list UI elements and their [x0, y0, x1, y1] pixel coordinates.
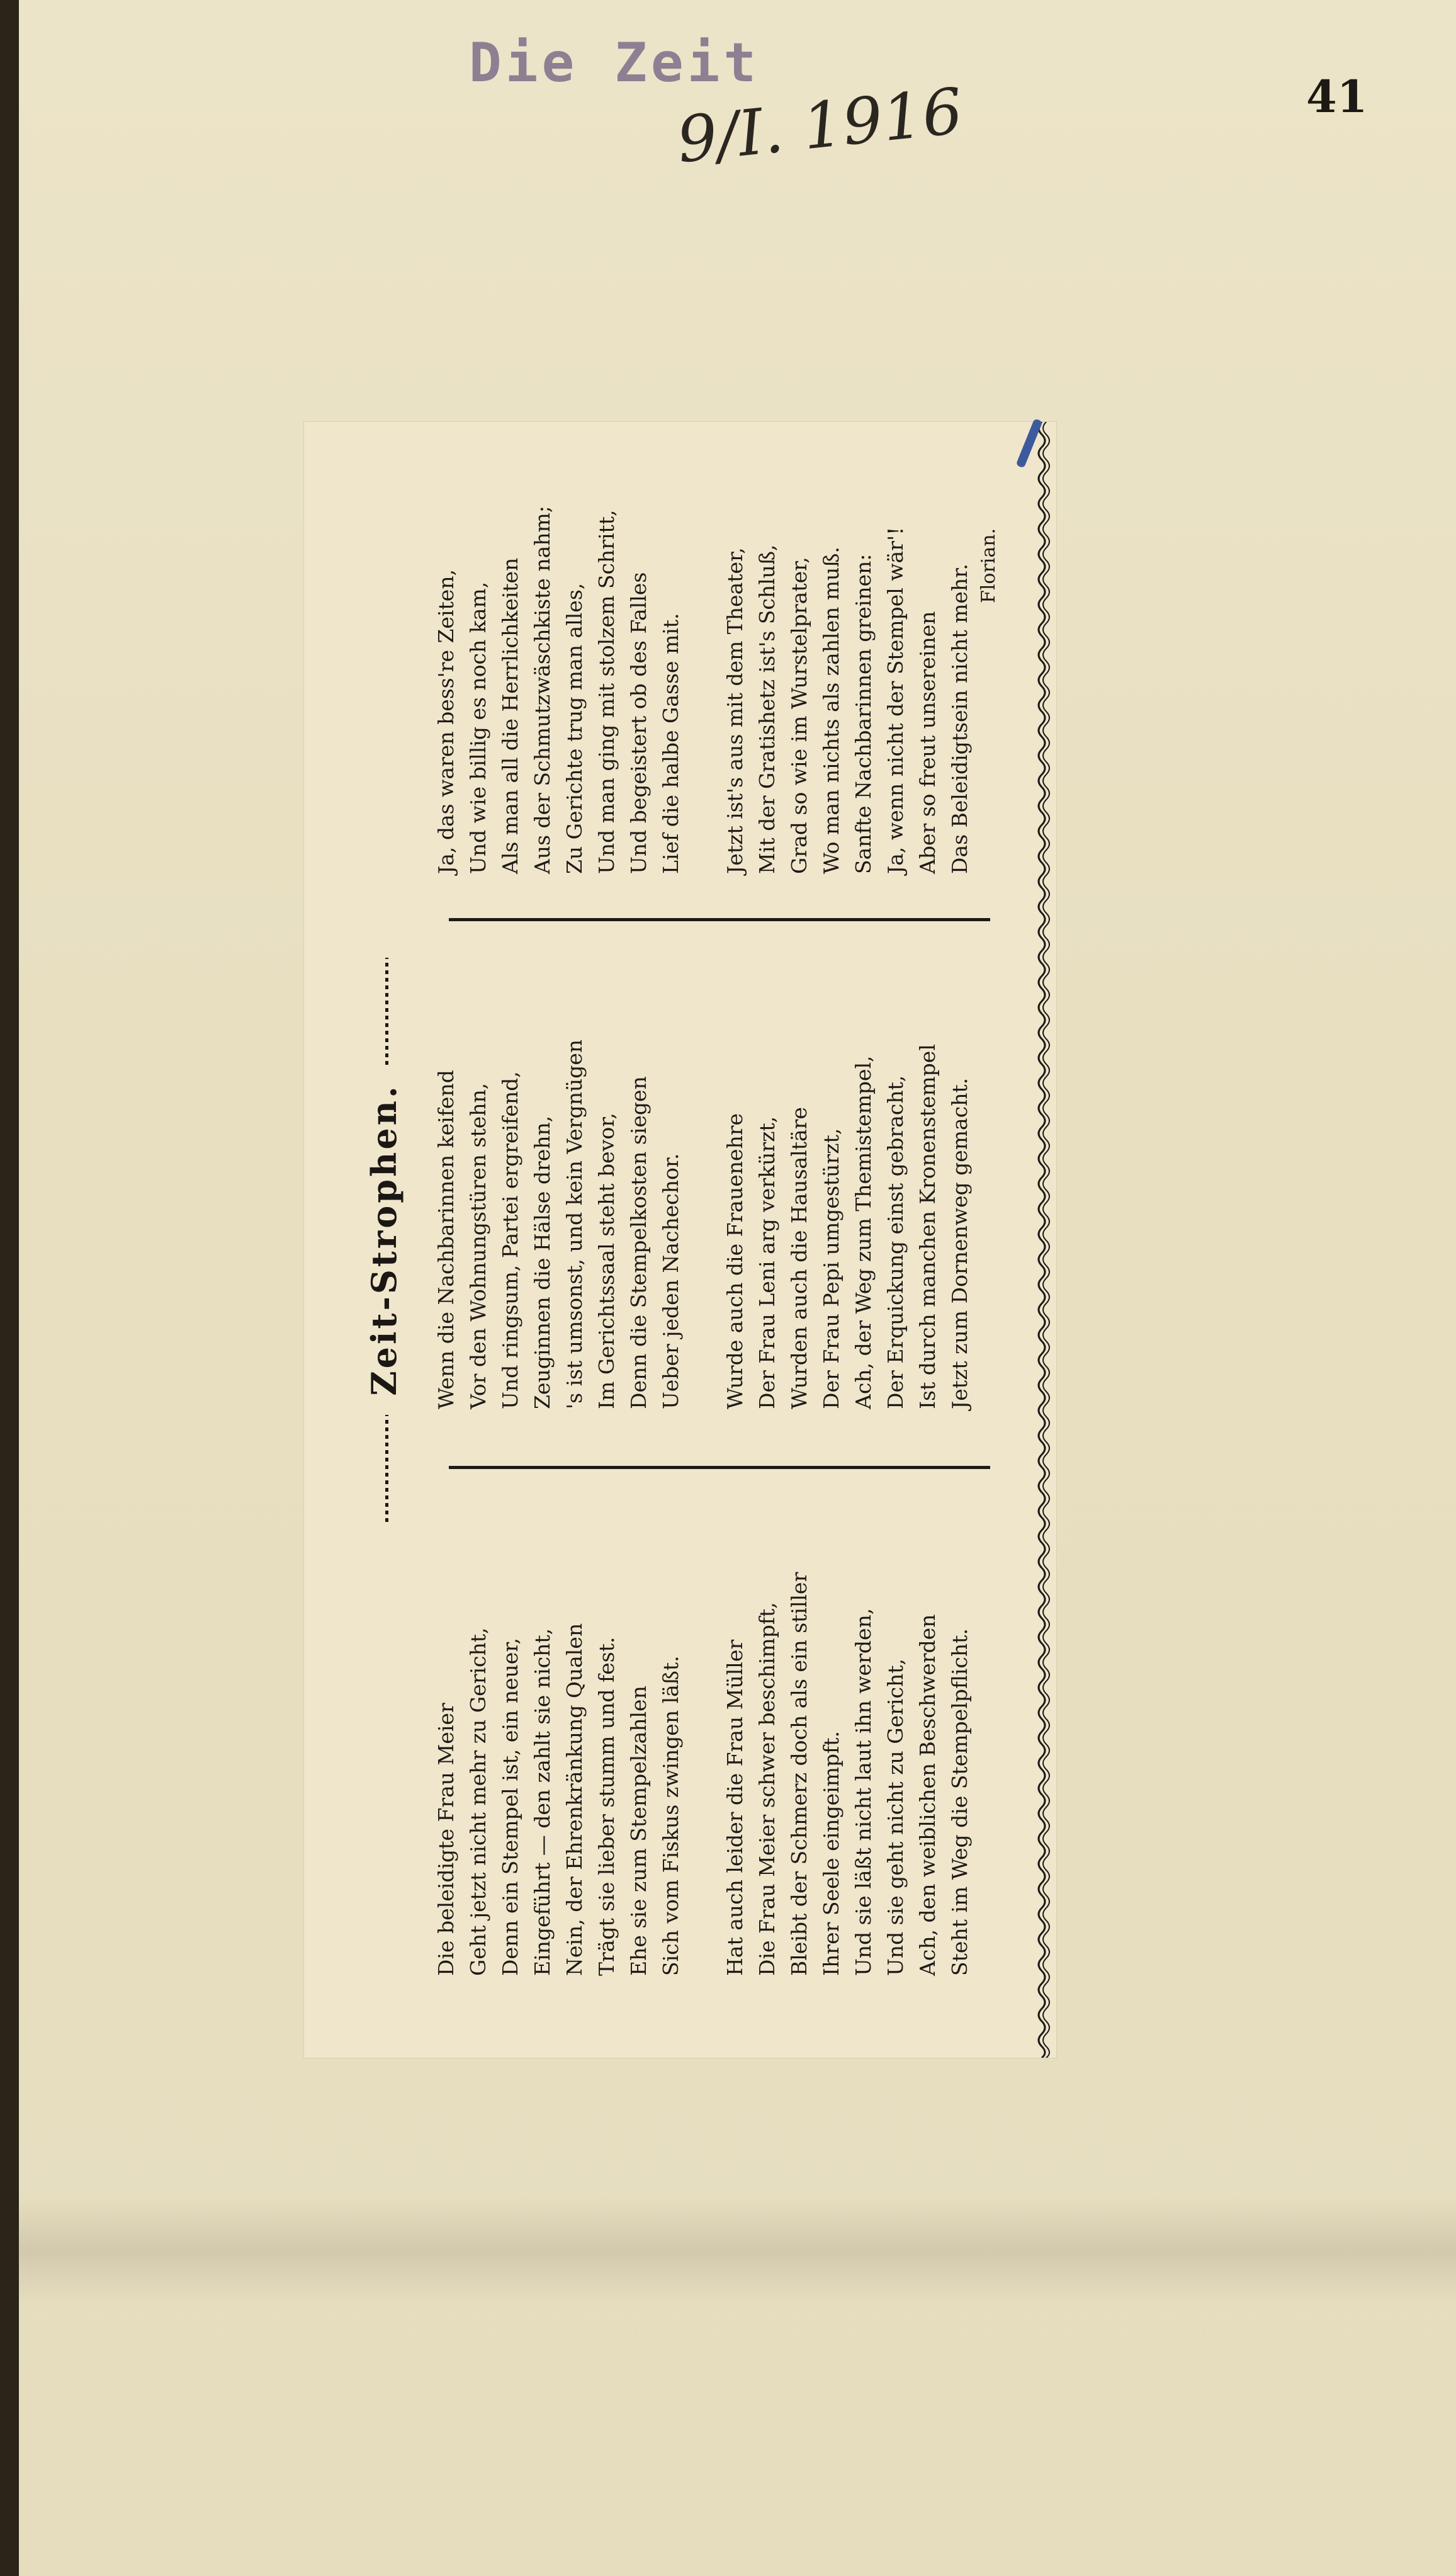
poem-line: Zeuginnen die Hälse drehn,	[530, 1115, 555, 1409]
poem-line: Und wie billig es noch kam,	[466, 581, 490, 874]
poem-line: Ist durch manchen Kronenstempel	[915, 1044, 940, 1409]
poem-line: Geht jetzt nicht mehr zu Gericht,	[466, 1627, 490, 1976]
poem-line: Steht im Weg die Stempelpflicht.	[947, 1628, 972, 1976]
poem-line: Im Gerichtssaal steht bevor,	[594, 1113, 619, 1409]
poem-line: Der Erquickung einst gebracht,	[883, 1075, 908, 1409]
poem-line: Als man all die Herrlichkeiten	[498, 557, 522, 874]
poem-line: Jetzt zum Dornenweg gemacht.	[947, 1077, 972, 1409]
torn-edge-border	[1032, 422, 1051, 2058]
clipping-content	[304, 422, 1056, 2058]
poem-line: Hat auch leider die Frau Müller	[723, 1639, 747, 1976]
stanza	[430, 506, 687, 874]
poem-line: Ehe sie zum Stempelzahlen	[626, 1686, 651, 1976]
clipping-title	[364, 422, 404, 2058]
poem-column-1	[430, 1572, 1008, 1976]
poem-line: Eingeführt — den zahlt sie nicht,	[530, 1628, 555, 1976]
poem-line: Aber so freut unsereinen	[915, 611, 940, 874]
title-text: Zeit-Strophen.	[364, 1084, 404, 1396]
poem-line: Ihrer Seele eingeimpft.	[819, 1730, 844, 1976]
poem-line: Wenn die Nachbarinnen keifend	[434, 1070, 458, 1409]
poem-line: Lief die halbe Gasse mit.	[658, 613, 683, 874]
column-rule	[449, 1466, 990, 1469]
stanza	[719, 1572, 976, 1976]
poem-line: Zu Gerichte trug man alles,	[562, 582, 587, 874]
poem-line: Ach, den weiblichen Beschwerden	[915, 1614, 940, 1976]
poem-line: Ach, der Weg zum Themistempel,	[851, 1055, 876, 1409]
poem-line: Mit der Gratishetz ist's Schluß,	[755, 544, 779, 874]
poem-line: Der Frau Leni arg verkürzt,	[755, 1116, 779, 1409]
newspaper-stamp: Die Zeit	[469, 31, 760, 94]
poem-line: Grad so wie im Wurstelprater,	[787, 557, 811, 874]
poem-line: Trägt sie lieber stumm und fest.	[594, 1637, 619, 1976]
poem-line: Und sie geht nicht zu Gericht,	[883, 1659, 908, 1976]
poem-line: Jetzt ist's aus mit dem Theater,	[723, 547, 747, 874]
column-rule	[449, 918, 990, 921]
newspaper-clipping	[304, 422, 1056, 2058]
stanza	[719, 1040, 976, 1409]
poem-line: Vor den Wohnungstüren stehn,	[466, 1082, 490, 1409]
poem-line: Bleibt der Schmerz doch als ein stiller	[787, 1572, 811, 1976]
poem-line: Und begeistert ob des Falles	[626, 572, 651, 874]
poem-line: Sanfte Nachbarinnen greinen:	[851, 553, 876, 874]
poem-line: Sich vom Fiskus zwingen läßt.	[658, 1655, 683, 1976]
poem-line: Ueber jeden Nachechor.	[658, 1153, 683, 1409]
poem-line: Die Frau Meier schwer beschimpft,	[755, 1602, 779, 1976]
stanza	[430, 1572, 687, 1976]
poem-line: Wo man nichts als zahlen muß.	[819, 547, 844, 874]
title-ornament-right	[385, 958, 388, 1065]
poem-line: Nein, der Ehrenkränkung Qualen	[562, 1623, 587, 1976]
poem-line: Der Frau Pepi umgestürzt,	[819, 1128, 844, 1409]
poem-line: Aus der Schmutzwäschkiste nahm;	[530, 506, 555, 874]
author-signature: Florian.	[978, 528, 1000, 603]
poem-line: Denn ein Stempel ist, ein neuer,	[498, 1638, 522, 1976]
poem-line: Die beleidigte Frau Meier	[434, 1703, 458, 1976]
poem-line: Und ringsum, Partei ergreifend,	[498, 1071, 522, 1409]
poem-line: Ja, das waren bess're Zeiten,	[434, 569, 458, 874]
poem-line: Wurde auch die Frauenehre	[723, 1113, 747, 1409]
poem-line: Das Beleidigtsein nicht mehr.	[947, 564, 972, 874]
poem-line: Wurden auch die Hausaltäre	[787, 1107, 811, 1409]
stanza	[719, 506, 976, 874]
poem-line: Und man ging mit stolzem Schritt,	[594, 509, 619, 874]
title-ornament-left	[385, 1415, 388, 1522]
page-number: 41	[1306, 71, 1368, 123]
poem-line: 's ist umsonst, und kein Vergnügen	[562, 1039, 587, 1409]
poem-line: Ja, wenn nicht der Stempel wär'!	[883, 526, 908, 874]
scan-shadow	[19, 2198, 1456, 2305]
stanza	[430, 1040, 687, 1409]
handwritten-date: 9/I. 1916	[674, 74, 966, 178]
poem-line: Und sie läßt nicht laut ihn werden,	[851, 1608, 876, 1976]
poem-column-2	[430, 1040, 1008, 1409]
poem-line: Denn die Stempelkosten siegen	[626, 1076, 651, 1409]
poem-column-3	[430, 506, 1008, 874]
